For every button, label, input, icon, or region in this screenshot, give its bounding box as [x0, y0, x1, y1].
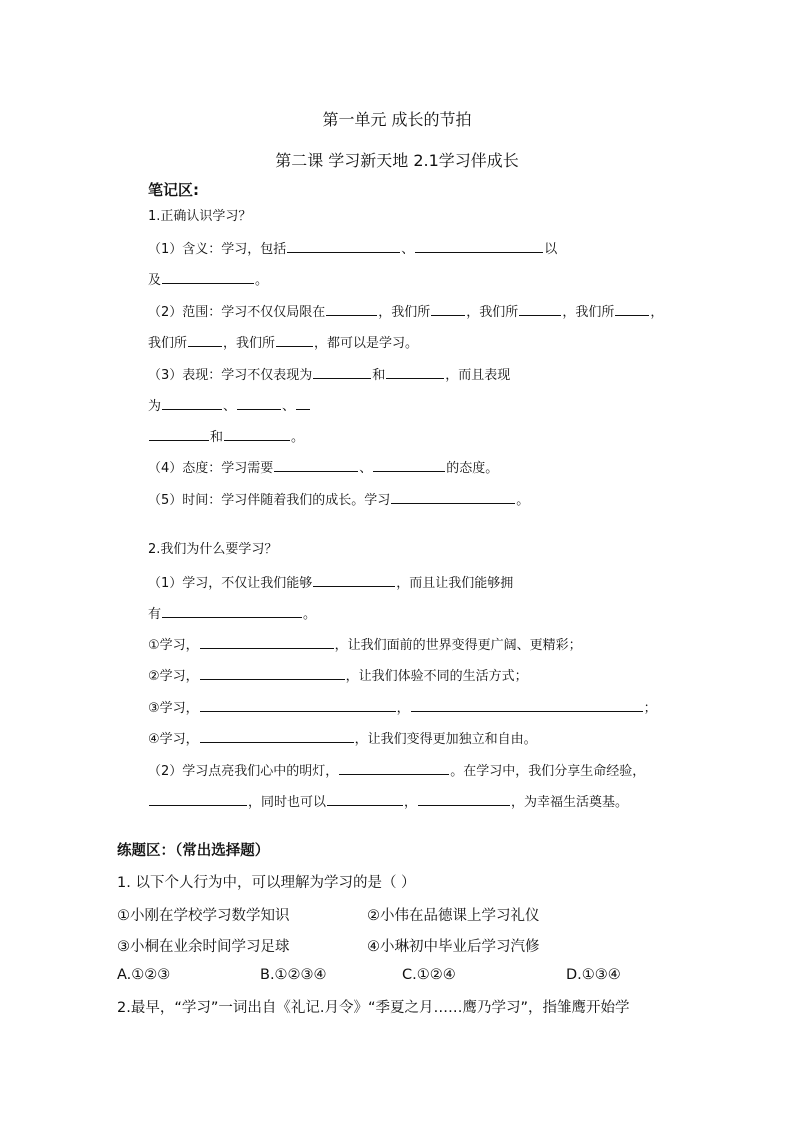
time-line	[148, 489, 529, 511]
scope-text-a: （2）范围：学习不仅仅局限在	[148, 305, 326, 320]
scope-line	[148, 301, 663, 323]
blank[interactable]	[200, 665, 345, 680]
blank[interactable]	[296, 395, 310, 410]
blank[interactable]	[224, 426, 290, 441]
blank[interactable]	[391, 489, 515, 504]
lamp-text-a: （2）学习点亮我们心中的明灯，	[148, 764, 339, 779]
express-line-2	[148, 395, 311, 417]
item-3-line	[148, 697, 657, 719]
scope-text-g: ，我们所	[223, 336, 276, 351]
blank[interactable]	[327, 791, 403, 806]
meaning-line-2	[148, 269, 268, 291]
attitude-line	[148, 457, 498, 479]
blank[interactable]	[200, 634, 334, 649]
meaning-text-b: 、	[401, 242, 415, 257]
blank[interactable]	[411, 697, 643, 712]
blank[interactable]	[418, 791, 510, 806]
blank[interactable]	[519, 301, 561, 316]
express-line	[148, 364, 510, 386]
meaning-text-c: 以	[544, 242, 558, 257]
option-c[interactable]: C.①②④	[402, 967, 456, 983]
lamp-text-e: ，为幸福生活奠基。	[511, 795, 629, 810]
meaning-text-e: 。	[255, 273, 269, 288]
scope-text-f: 我们所	[148, 336, 188, 351]
statement-4: ④小琳初中毕业后学习汽修	[367, 939, 540, 955]
blank[interactable]	[313, 572, 395, 587]
express-text-d: 为	[148, 399, 162, 414]
express-text-f: 、	[282, 399, 296, 414]
attitude-text-a: （4）态度：学习需要	[148, 461, 274, 476]
express-text-e: 、	[223, 399, 237, 414]
express-text-h: 。	[291, 430, 305, 445]
meaning-text-d: 及	[148, 273, 162, 288]
item-1-line	[148, 634, 582, 656]
item-1-text-a: ①学习，	[148, 638, 199, 653]
q2-title: 2.我们为什么要学习？	[148, 542, 278, 557]
blank[interactable]	[373, 457, 445, 472]
blank[interactable]	[276, 332, 313, 347]
express-text-c: ，而且表现	[445, 368, 511, 383]
item-2-text-a: ②学习，	[148, 669, 199, 684]
blank[interactable]	[162, 269, 254, 284]
statement-1: ①小刚在学校学习数学知识	[117, 908, 290, 924]
blank[interactable]	[339, 760, 449, 775]
lamp-line-2	[148, 791, 628, 813]
lamp-text-d: ，	[404, 795, 418, 810]
scope-text-d: ，我们所	[562, 305, 615, 320]
blank[interactable]	[149, 791, 247, 806]
purpose-line	[148, 572, 513, 594]
practice-heading: 练题区：（常出选择题）	[117, 843, 270, 859]
blank[interactable]	[200, 728, 354, 743]
scope-text-c: ，我们所	[466, 305, 519, 320]
notes-heading: 笔记区:	[148, 181, 199, 199]
option-d[interactable]: D.①③④	[566, 967, 621, 983]
q1-title: 1.正确认识学习？	[148, 209, 252, 224]
blank[interactable]	[200, 697, 396, 712]
purpose-text-d: 。	[303, 607, 317, 622]
lamp-line	[148, 760, 645, 782]
purpose-line-2	[148, 603, 316, 625]
blank[interactable]	[274, 457, 358, 472]
lamp-text-b: 。在学习中，我们分享生命经验，	[450, 764, 646, 779]
blank[interactable]	[386, 364, 444, 379]
blank[interactable]	[431, 301, 465, 316]
purpose-text-c: 有	[148, 607, 162, 622]
item-4-text-b: ，让我们变得更加独立和自由。	[354, 732, 537, 747]
practice-q2-stem: 2.最早，“学习”一词出自《礼记.月令》“季夏之月……鹰乃学习”，指雏鹰开始学	[117, 1000, 630, 1016]
time-text-a: （5）时间：学习伴随着我们的成长。学习	[148, 493, 391, 508]
scope-text-h: ，都可以是学习。	[314, 336, 419, 351]
scope-text-e: ，	[650, 305, 664, 320]
blank[interactable]	[415, 238, 543, 253]
purpose-text-a: （1）学习，不仅让我们能够	[148, 576, 313, 591]
statement-2: ②小伟在品德课上学习礼仪	[367, 908, 540, 924]
item-2-line	[148, 665, 528, 687]
meaning-line	[148, 238, 557, 260]
time-text-b: 。	[516, 493, 530, 508]
express-text-g: 和	[210, 430, 224, 445]
item-4-line	[148, 728, 537, 750]
purpose-text-b: ，而且让我们能够拥	[396, 576, 514, 591]
lamp-text-c: ，同时也可以	[248, 795, 327, 810]
lesson-title: 第二课 学习新天地 2.1学习伴成长	[275, 151, 519, 170]
blank[interactable]	[326, 301, 377, 316]
item-2-text-b: ，让我们体验不同的生活方式；	[345, 669, 528, 684]
blank[interactable]	[287, 238, 400, 253]
blank[interactable]	[162, 395, 222, 410]
blank[interactable]	[313, 364, 371, 379]
express-text-b: 和	[372, 368, 386, 383]
practice-q1-stem: 1. 以下个人行为中，可以理解为学习的是（ ）	[117, 875, 416, 891]
blank[interactable]	[149, 426, 209, 441]
attitude-text-c: 的态度。	[446, 461, 499, 476]
meaning-text-a: （1）含义：学习，包括	[148, 242, 287, 257]
blank[interactable]	[188, 332, 222, 347]
scope-text-b: ，我们所	[378, 305, 431, 320]
express-line-3	[148, 426, 304, 448]
blank[interactable]	[615, 301, 649, 316]
item-3-text-a: ③学习，	[148, 701, 199, 716]
attitude-text-b: 、	[359, 461, 373, 476]
item-1-text-b: ，让我们面前的世界变得更广阔、更精彩；	[334, 638, 582, 653]
item-3-text-c: ；	[643, 701, 657, 716]
option-a[interactable]: A.①②③	[117, 967, 171, 983]
blank[interactable]	[162, 603, 302, 618]
item-3-text-b: ，	[396, 701, 410, 716]
option-b[interactable]: B.①②③④	[260, 967, 327, 983]
statement-3: ③小桐在业余时间学习足球	[117, 939, 290, 955]
item-4-text-a: ④学习，	[148, 732, 199, 747]
express-text-a: （3）表现：学习不仅表现为	[148, 368, 313, 383]
scope-line-2	[148, 332, 418, 354]
blank[interactable]	[237, 395, 281, 410]
unit-title: 第一单元 成长的节拍	[322, 110, 472, 129]
